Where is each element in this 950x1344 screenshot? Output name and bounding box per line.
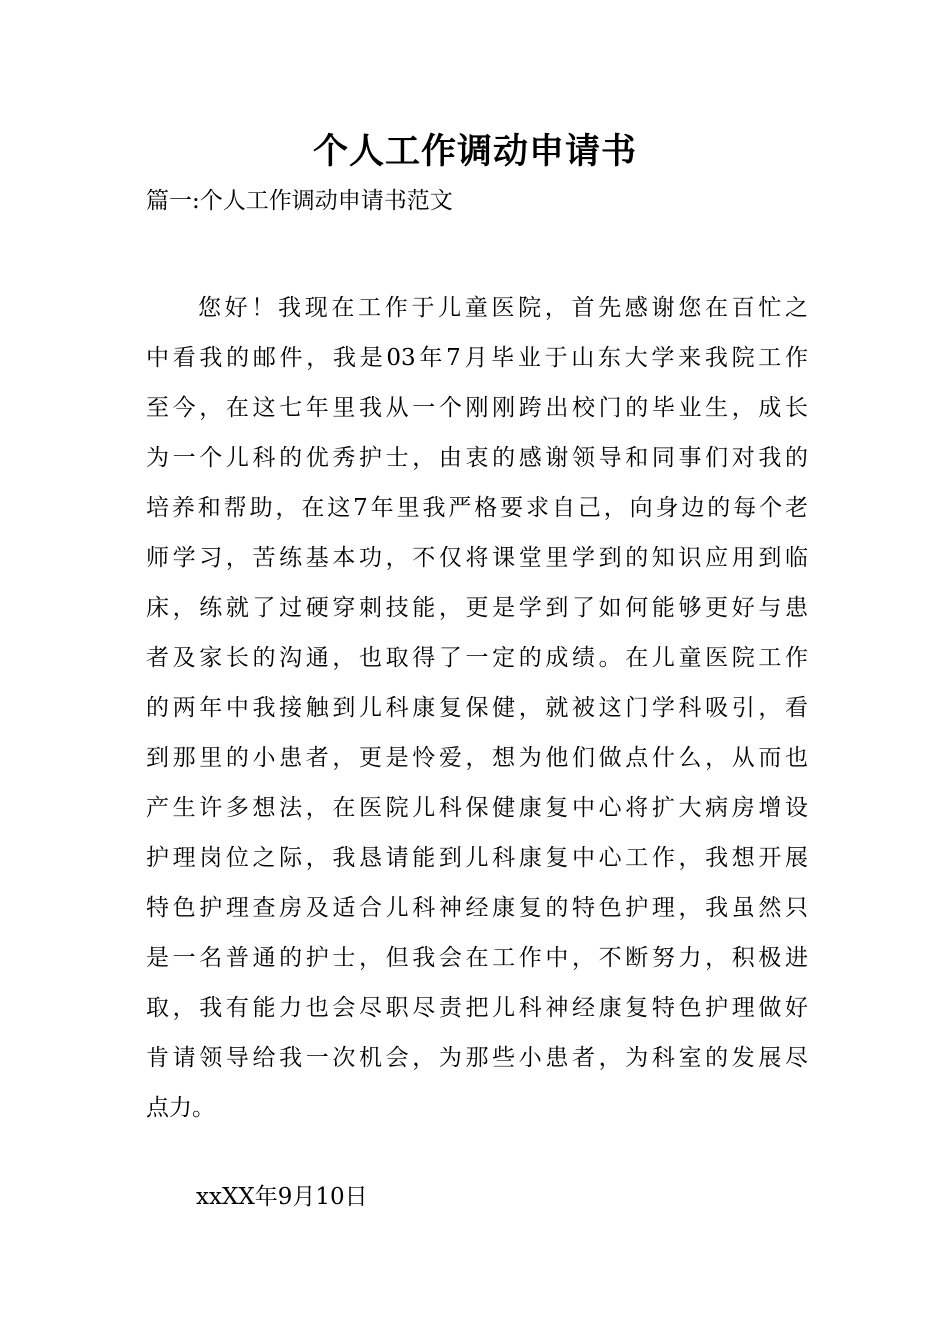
- body-line: 取，我有能力也会尽职尽责把儿科神经康复特色护理做好: [146, 995, 808, 1021]
- body-line: 至今，在这七年里我从一个刚刚跨出校门的毕业生，成长: [146, 395, 808, 421]
- body-line: 中看我的邮件，我是03年7月毕业于山东大学来我院工作: [146, 345, 808, 371]
- body-line: 肯请领导给我一次机会，为那些小患者，为科室的发展尽: [146, 1045, 808, 1071]
- body-line: 您好！我现在工作于儿童医院，首先感谢您在百忙之: [198, 295, 808, 321]
- letter-body: [146, 283, 808, 1133]
- body-line: 床，练就了过硬穿刺技能，更是学到了如何能够更好与患: [146, 595, 808, 621]
- document-subtitle: 篇一:个人工作调动申请书范文: [146, 188, 453, 214]
- body-line: 产生许多想法，在医院儿科保健康复中心将扩大病房增设: [146, 795, 808, 821]
- body-line: 特色护理查房及适合儿科神经康复的特色护理，我虽然只: [146, 895, 808, 921]
- body-line: 培养和帮助，在这7年里我严格要求自己，向身边的每个老: [146, 495, 808, 521]
- body-line: 为一个儿科的优秀护士，由衷的感谢领导和同事们对我的: [146, 445, 808, 471]
- body-line: 的两年中我接触到儿科康复保健，就被这门学科吸引，看: [146, 695, 808, 721]
- body-line: 者及家长的沟通，也取得了一定的成绩。在儿童医院工作: [146, 645, 808, 671]
- body-line: 到那里的小患者，更是怜爱，想为他们做点什么，从而也: [146, 745, 808, 771]
- body-line: 点力。: [146, 1095, 215, 1121]
- body-line: 护理岗位之际，我恳请能到儿科康复中心工作，我想开展: [146, 845, 808, 871]
- document-title: 个人工作调动申请书: [312, 131, 637, 172]
- body-line: 是一名普通的护士，但我会在工作中，不断努力，积极进: [146, 945, 808, 971]
- body-line: 师学习，苦练基本功，不仅将课堂里学到的知识应用到临: [146, 545, 808, 571]
- letter-date: xxXX年9月10日: [196, 1184, 368, 1210]
